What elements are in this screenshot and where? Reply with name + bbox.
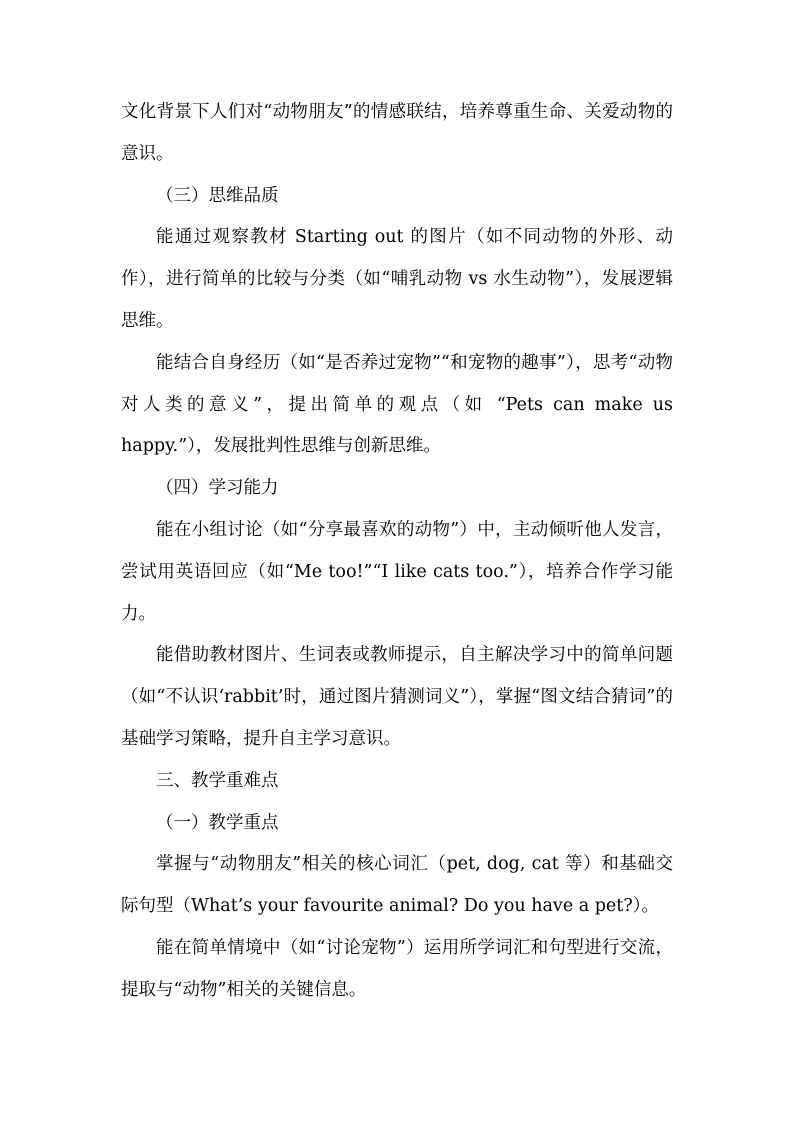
paragraph-logical-thinking: 能通过观察教材 Starting out 的图片（如不同动物的外形、动作），进行简单的比较与分类（如“哺乳动物 vs 水生动物”），发展逻辑思维。 bbox=[121, 227, 673, 331]
document-body bbox=[121, 92, 673, 1012]
section-heading-key-difficulties: 三、教学重难点 bbox=[156, 770, 279, 791]
section-heading-thinking-quality: （三）思维品质 bbox=[156, 185, 279, 206]
section-heading-teaching-focus: （一）教学重点 bbox=[156, 812, 279, 833]
paragraph-self-learning: 能借助教材图片、生词表或教师提示，自主解决学习中的简单问题（如“不认识‘rabbit’时，通过图片猜测词义”），掌握“图文结合猜词”的基础学习策略，提升自主学习意识。 bbox=[121, 645, 673, 749]
section-heading-learning-ability: （四）学习能力 bbox=[156, 478, 279, 499]
paragraph-continuation: 文化背景下人们对“动物朋友”的情感联结，培养尊重生命、关爱动物的意识。 bbox=[121, 102, 673, 164]
paragraph-core-vocabulary: 掌握与“动物朋友”相关的核心词汇（pet, dog, cat 等）和基础交际句型（What’s your favourite animal? Do you have a pet?）。 bbox=[121, 854, 673, 917]
paragraph-cooperative-learning: 能在小组讨论（如“分享最喜欢的动物”）中，主动倾听他人发言，尝试用英语回应（如“Me too!”“I like cats too.”），培养合作学习能力。 bbox=[121, 519, 673, 624]
paragraph-communication: 能在简单情境中（如“讨论宠物”）运用所学词汇和句型进行交流，提取与“动物”相关的关键信息。 bbox=[121, 937, 673, 1000]
paragraph-critical-thinking: 能结合自身经历（如“是否养过宠物”“和宠物的趣事”），思考“动物对人类的意义”，提出简单的观点（如 “Pets can make us happy.”），发展批判性思维与创新思维。 bbox=[121, 352, 673, 457]
